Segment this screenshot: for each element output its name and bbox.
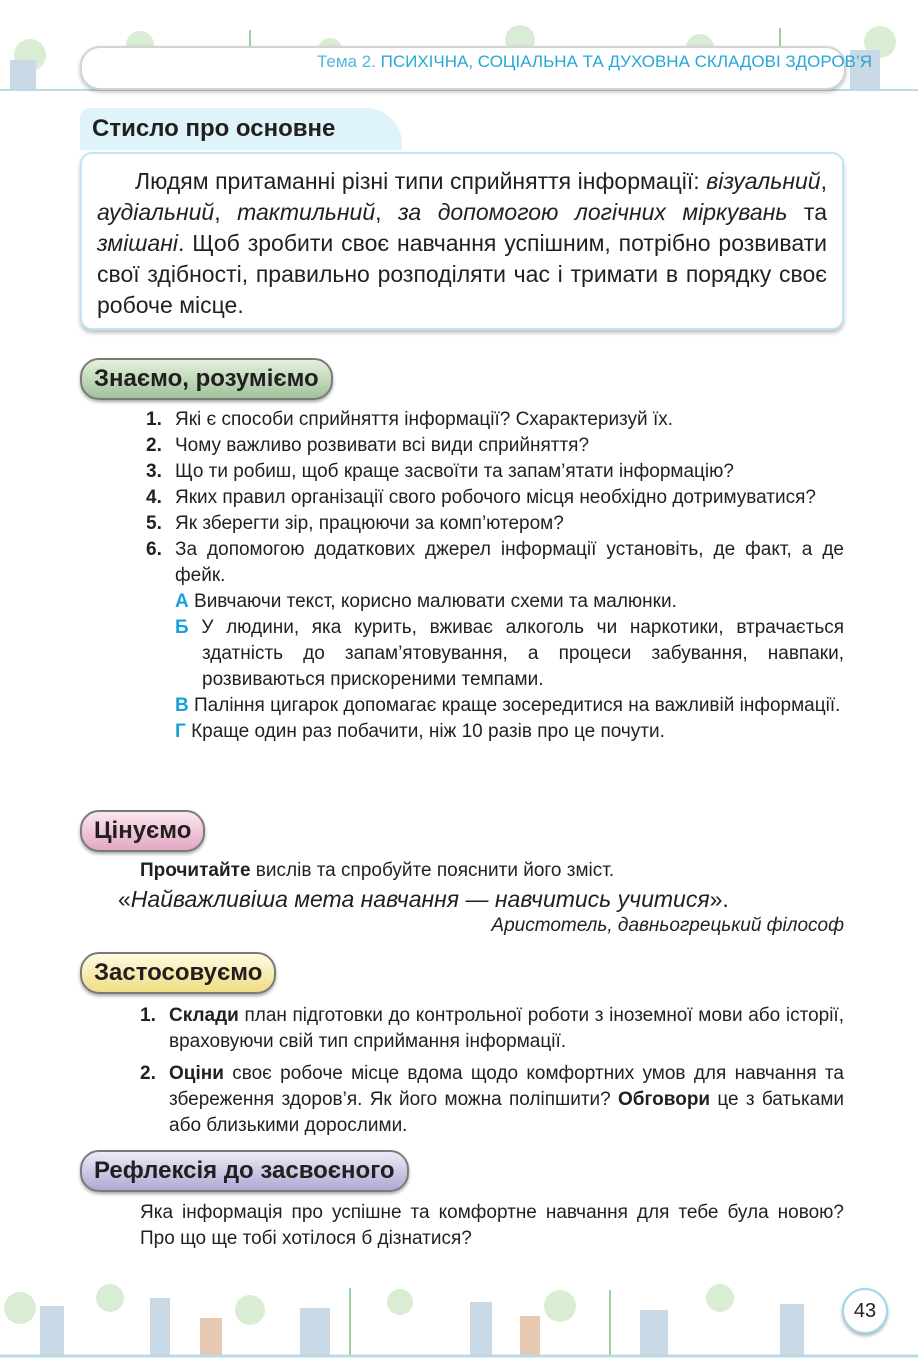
value-heading: Цінуємо [80, 810, 205, 852]
apply-heading: Застосовуємо [80, 952, 276, 994]
list-item: 1. Склади план підготовки до контрольної роботи з іноземної мови або історії, враховуючи свій тип сприймання інформації. [140, 1005, 844, 1052]
list-item: 6. За допомогою додаткових джерел інформації установіть, де факт, а де фейк. [146, 539, 844, 586]
summary-text: Людям притаманні різні типи сприйняття інформації: візуальний, аудіальний, тактильний, за допомогою логічних міркувань та змішані. Щоб зробити своє навчання успішним, потрібно розвивати свої здібності, правильно розподіляти час і тримати в порядку своє робоче місце. [97, 168, 827, 318]
quote-author: Аристотель, давньогрецький філософ [491, 915, 844, 936]
quote: «Найважливіша мета навчання — навчитись учитися». [118, 886, 729, 912]
city-skyline-decoration [0, 1268, 918, 1360]
reflect-heading: Рефлексія до засвоєного [80, 1150, 409, 1192]
list-item: 1. Які є способи сприйняття інформації? Схарактеризуй їх. [146, 409, 674, 430]
list-item: 4. Яких правил організації свого робочого місця необхідно дотримуватися? [146, 487, 816, 508]
option-v: В Паління цигарок допомагає краще зосередитися на важливій інформації. [175, 695, 841, 716]
option-b: Б У людини, яка курить, вживає алкоголь чи наркотики, втрачається здатність до запам’ятовування, а процеси забування, навпаки, розвиваються прискореними темпами. [175, 617, 845, 690]
question-list [146, 407, 844, 745]
option-a: А Вивчаючи текст, корисно малювати схеми та малюнки. [175, 591, 677, 612]
list-item: 2. Оціни своє робоче місце вдома щодо комфортних умов для навчання та збереження здоров’я. Як його можна поліпшити? Обговори це з батьками або близькими дорослими. [140, 1063, 845, 1136]
quote-intro: Прочитайте вислів та спробуйте пояснити його зміст. [140, 860, 615, 881]
list-item: 2. Чому важливо розвивати всі види сприйняття? [146, 435, 590, 456]
answer-options [146, 589, 844, 745]
task-list [140, 1003, 844, 1145]
list-item: 5. Як зберегти зір, працюючи за комп’ютером? [146, 513, 564, 534]
option-g: Г Краще один раз побачити, ніж 10 разів про це почути. [175, 721, 665, 742]
reflect-text: Яка інформація про успішне та комфортне навчання для тебе була новою? Про що ще тобі хотілося б дізнатися? [140, 1202, 844, 1249]
know-heading: Знаємо, розуміємо [80, 358, 333, 400]
topic-title: Тема 2. ПСИХІЧНА, СОЦІАЛЬНА ТА ДУХОВНА СКЛАДОВІ ЗДОРОВ’Я [316, 52, 872, 71]
page-number: 43 [842, 1288, 888, 1334]
list-item: 3. Що ти робиш, щоб краще засвоїти та запам’ятати інформацію? [146, 461, 734, 482]
summary-heading: Стисло про основне [80, 108, 402, 150]
